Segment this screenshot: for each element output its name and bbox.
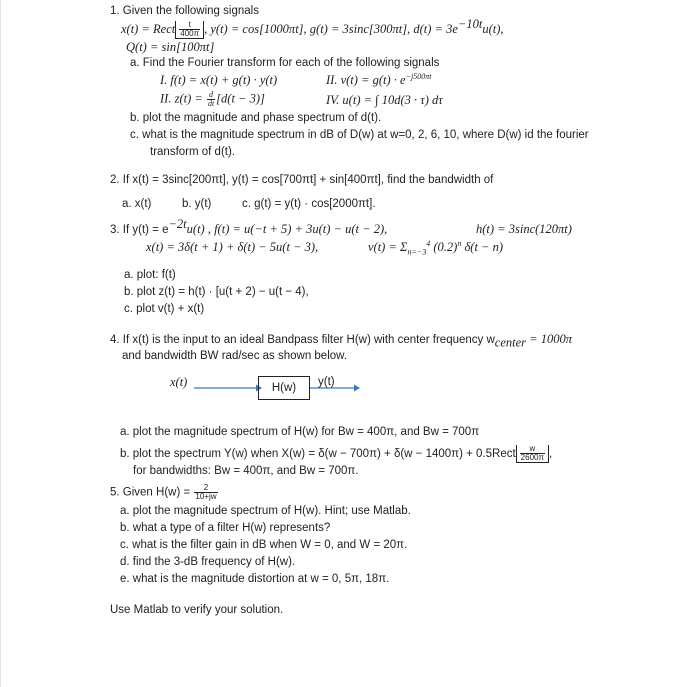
q2-part-b: b. y(t) [182,198,212,210]
q2-part-c: c. g(t) = y(t) · cos[2000πt]. [242,198,376,210]
q1-v-exponent: −j500πt [405,71,432,81]
q1-part-b: b. plot the magnitude and phase spectrum of d(t). [130,112,382,124]
q5-h-def: 5. Given H(w) = [110,486,194,499]
q5-num: 2 [194,484,217,493]
q1-part-c-line-2: transform of d(t). [150,146,235,158]
q1-ddt-den: dt [207,99,215,108]
q5-part-c: c. what is the filter gain in dB when W = 0, and W = 20π. [120,539,408,551]
q3-line-1 [110,217,388,237]
q1-signals-line-2: Q(t) = sin[100πt] [126,40,215,54]
q1-part-a-II-v [326,73,431,87]
q3-sum: v(t) = Σ [368,240,408,254]
q3-sum-lower: n=−3 [407,247,427,257]
q1-part-a-II-z [160,91,265,108]
q1-part-a-I: I. f(t) = x(t) + g(t) · y(t) [160,73,278,87]
q1-signals-line-1 [121,17,504,39]
q1-z-def: II. z(t) = [160,91,206,106]
q1-part-a-IV: IV. u(t) = ∫ 10d(3 · τ) dτ [326,93,443,107]
q3-part-a: a. plot: f(t) [124,269,176,281]
diagram-filter-box: H(w) [258,376,310,400]
q5-fraction [194,484,217,501]
q1-z-arg: [d(t − 3)] [216,91,265,106]
q3-part-b: b. plot z(t) = h(t) · [u(t + 2) − u(t − 4), [124,286,309,298]
diagram-input-label: x(t) [170,375,188,389]
q5-part-b: b. what a type of a filter H(w) represents? [120,522,331,534]
q4-center-value: = 1000π [526,332,572,346]
q4-b-end: , [549,448,553,461]
q1-ddt-num: d [207,91,215,100]
q2-line: 2. If x(t) = 3sinc[200πt], y(t) = cos[700πt] + sin[400πt], find the bandwidth of [110,174,494,186]
q3-part-c: c. plot v(t) + x(t) [124,303,205,315]
q5-part-e: e. what is the magnitude distortion at w = 0, 5π, 18π. [120,573,390,585]
q4-rect-den: 2600π [520,453,544,462]
q1-d-exponent: −10t [457,17,483,32]
q4-line-2: and bandwidth BW rad/sec as shown below. [122,350,348,362]
q5-part-d: d. find the 3-dB frequency of H(w). [120,556,296,568]
q3-sum-upper: 4 [426,238,431,248]
diagram-output-label: y(t) [318,376,335,388]
q1-u: u(t), [482,22,504,37]
q4-center-sub: center [494,335,527,350]
q1-title: 1. Given the following signals [110,5,259,17]
q3-y-def: 3. If y(t) = e [110,224,169,236]
q4-part-b [120,445,552,463]
q1-rect-num: t [179,21,200,30]
bandpass-block-diagram [168,372,398,412]
q2-part-a: a. x(t) [122,198,152,210]
q1-part-c-line-1: c. what is the magnitude spectrum in dB of D(w) at w=0, 2, 6, 10, where D(w) id the fourier [130,129,589,141]
q1-rect-fraction [175,21,204,39]
q4-part-a: a. plot the magnitude spectrum of H(w) for Bw = 400π, and Bw = 700π [120,426,480,438]
q5-part-a: a. plot the magnitude spectrum of H(w). Hint; use Matlab. [120,505,411,517]
q3-h-def: h(t) = 3sinc(120πt) [476,222,572,236]
q1-x-def: x(t) = Rect [121,22,176,37]
q5-line [110,484,219,501]
q1-part-a: a. Find the Fourier transform for each of the following signals [130,57,440,69]
q3-x-def: x(t) = 3δ(t + 1) + δ(t) − 5u(t − 3), [146,240,319,254]
q3-base: (0.2) [430,240,458,254]
q3-y-exponent: −2t [168,217,187,232]
footer-note: Use Matlab to verify your solution. [110,604,284,616]
q1-signals-rest: , y(t) = cos[1000πt], g(t) = 3sinc[300πt], d(t) = 3e [204,22,458,37]
q3-power: n [457,238,462,248]
q5-den: 10+jw [195,492,217,501]
q1-rect-den: 400π [180,29,200,38]
page-edge [0,0,1,687]
q3-delta: δ(t − n) [461,240,504,254]
q3-v-def [368,238,504,257]
q1-ddt [207,91,215,108]
q1-v-def: II. v(t) = g(t) · e [326,73,406,87]
q4-rect-num: w [520,445,545,454]
q4-b-text: b. plot the spectrum Y(w) when X(w) = δ(w − 700π) + δ(w − 1400π) + 0.5Rect [120,448,516,461]
q3-f-def: u(t) , f(t) = u(−t + 5) + 3u(t) − u(t − 2), [186,222,388,236]
q4-line-1 [110,332,572,350]
q4-rect-fraction [516,445,549,463]
q4-part-b-line-2: for bandwidths: Bw = 400π, and Bw = 700π. [133,465,359,477]
q4-intro: 4. If x(t) is the input to an ideal Bandpass filter H(w) with center frequency w [110,334,495,346]
